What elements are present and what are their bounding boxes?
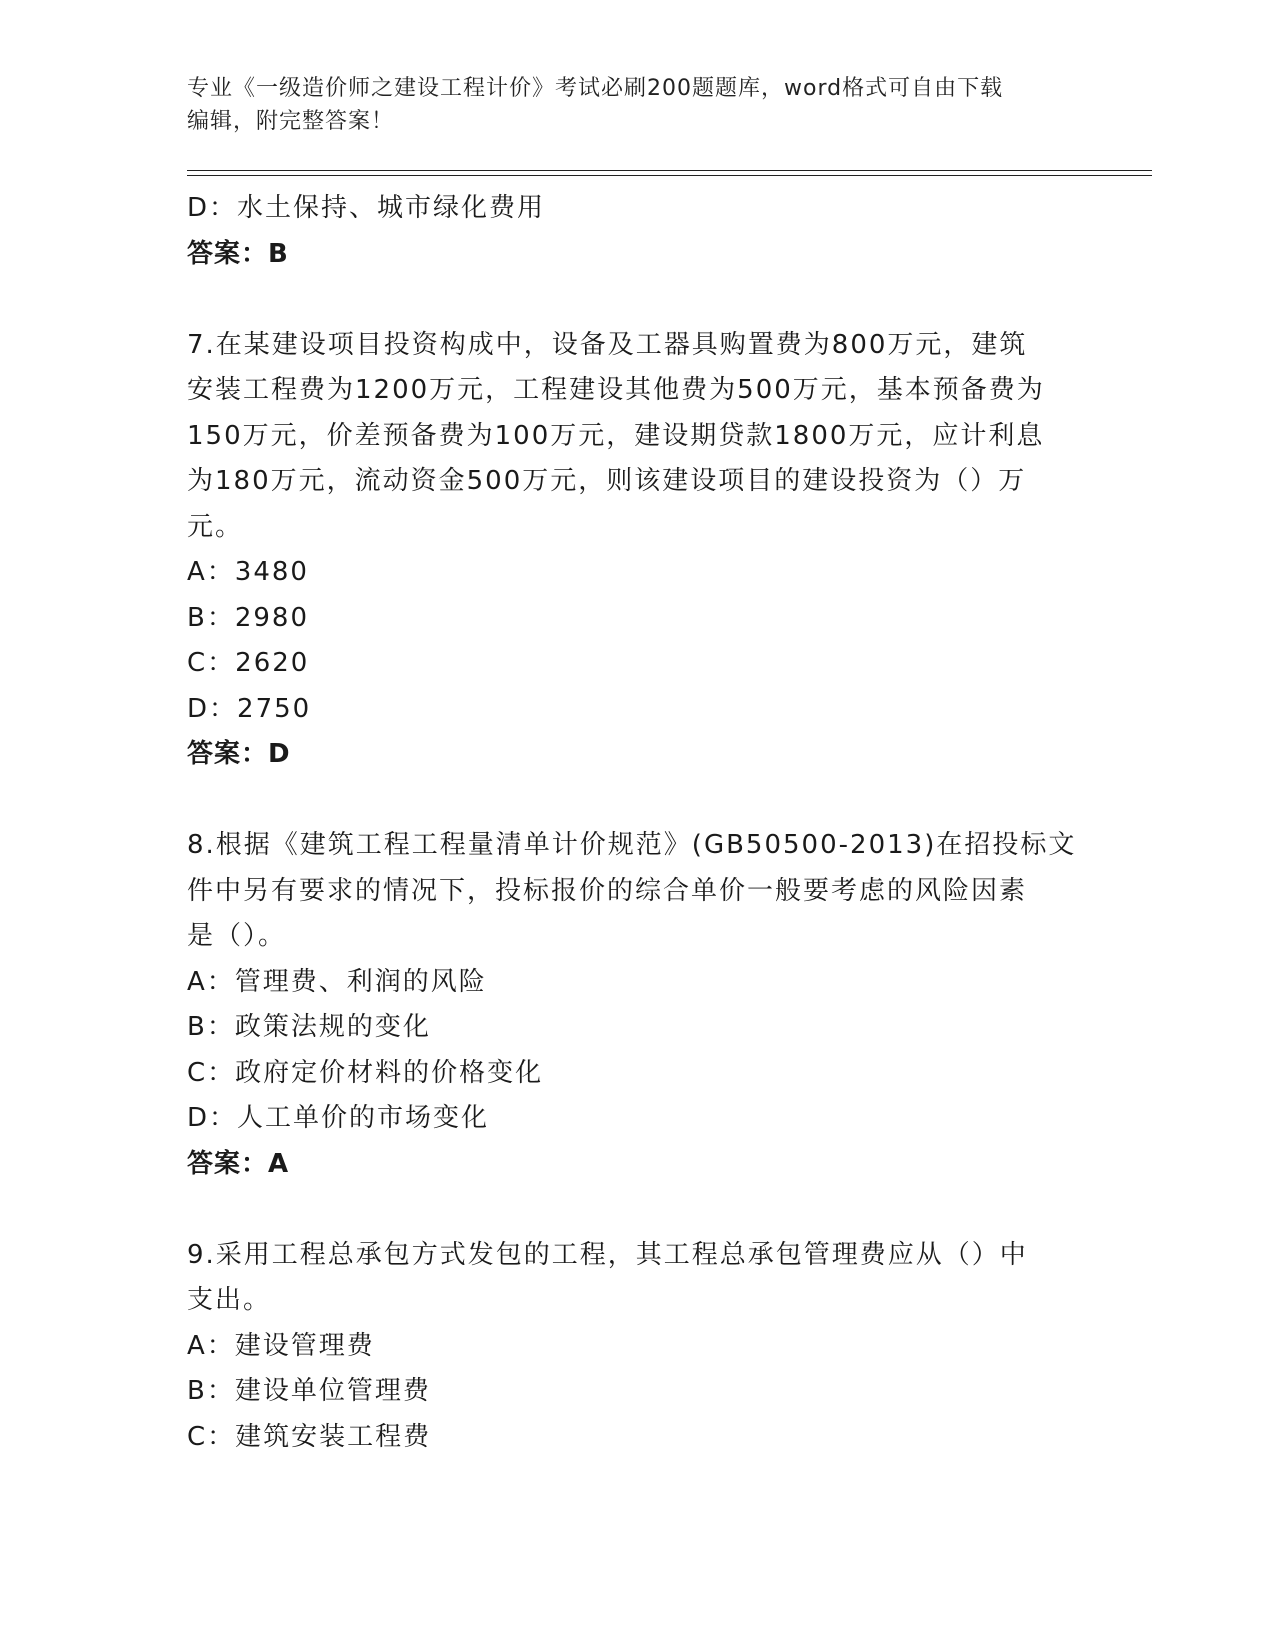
page-header xyxy=(187,72,1087,138)
question-content xyxy=(187,186,1077,1460)
q7-option-d: D：2750 xyxy=(187,693,312,724)
q8-option-a: A：管理费、利润的风险 xyxy=(187,966,487,997)
q8-option-d: D：人工单价的市场变化 xyxy=(187,1103,490,1133)
q9-stem-line: 支出。 xyxy=(187,1285,272,1315)
q7-answer: 答案：D xyxy=(187,739,291,769)
question-9 xyxy=(187,1233,1067,1461)
q8-answer: 答案：A xyxy=(187,1148,290,1179)
prev-option-d: D：水土保持、城市绿化费用 xyxy=(187,193,546,223)
q7-stem-line: 7.在某建设项目投资构成中，设备及工器具购置费为800万元，建筑 xyxy=(187,329,1028,360)
header-line-2: 编辑，附完整答案！ xyxy=(187,109,395,134)
q9-option-c: C：建筑安装工程费 xyxy=(187,1421,432,1452)
spacer xyxy=(187,778,1067,824)
q8-option-b: B：政策法规的变化 xyxy=(187,1012,431,1042)
q8-stem-line: 8.根据《建筑工程工程量清单计价规范》(GB50500-2013)在招投标文 xyxy=(187,830,1077,860)
q9-option-a: A：建设管理费 xyxy=(187,1330,375,1361)
q7-stem-line: 150万元，价差预备费为100万元，建设期贷款1800万元，应计利息 xyxy=(187,420,1045,451)
q7-option-c: C：2620 xyxy=(187,648,310,678)
q9-option-b: B：建设单位管理费 xyxy=(187,1376,431,1406)
header-rule-bottom xyxy=(187,175,1152,176)
q9-stem-line: 9.采用工程总承包方式发包的工程，其工程总承包管理费应从（）中 xyxy=(187,1239,1028,1270)
q8-stem-line: 是（）。 xyxy=(187,921,287,951)
spacer xyxy=(187,277,1067,323)
q7-stem-line: 元。 xyxy=(187,511,244,542)
question-8 xyxy=(187,823,1077,1187)
spacer xyxy=(187,1187,1067,1233)
q7-stem-line: 为180万元，流动资金500万元，则该建设项目的建设投资为（）万 xyxy=(187,466,1027,496)
q7-option-a: A：3480 xyxy=(187,557,309,587)
question-7 xyxy=(187,323,1067,778)
header-line-1: 专业《一级造价师之建设工程计价》考试必刷200题题库，word格式可自由下载 xyxy=(187,76,1004,101)
q8-stem-line: 件中另有要求的情况下，投标报价的综合单价一般要考虑的风险因素 xyxy=(187,875,1028,906)
header-rule-top xyxy=(187,170,1152,171)
q7-option-b: B：2980 xyxy=(187,602,310,633)
q7-stem-line: 安装工程费为1200万元，工程建设其他费为500万元，基本预备费为 xyxy=(187,375,1045,405)
prev-answer: 答案：B xyxy=(187,238,289,269)
q8-option-c: C：政府定价材料的价格变化 xyxy=(187,1057,544,1088)
